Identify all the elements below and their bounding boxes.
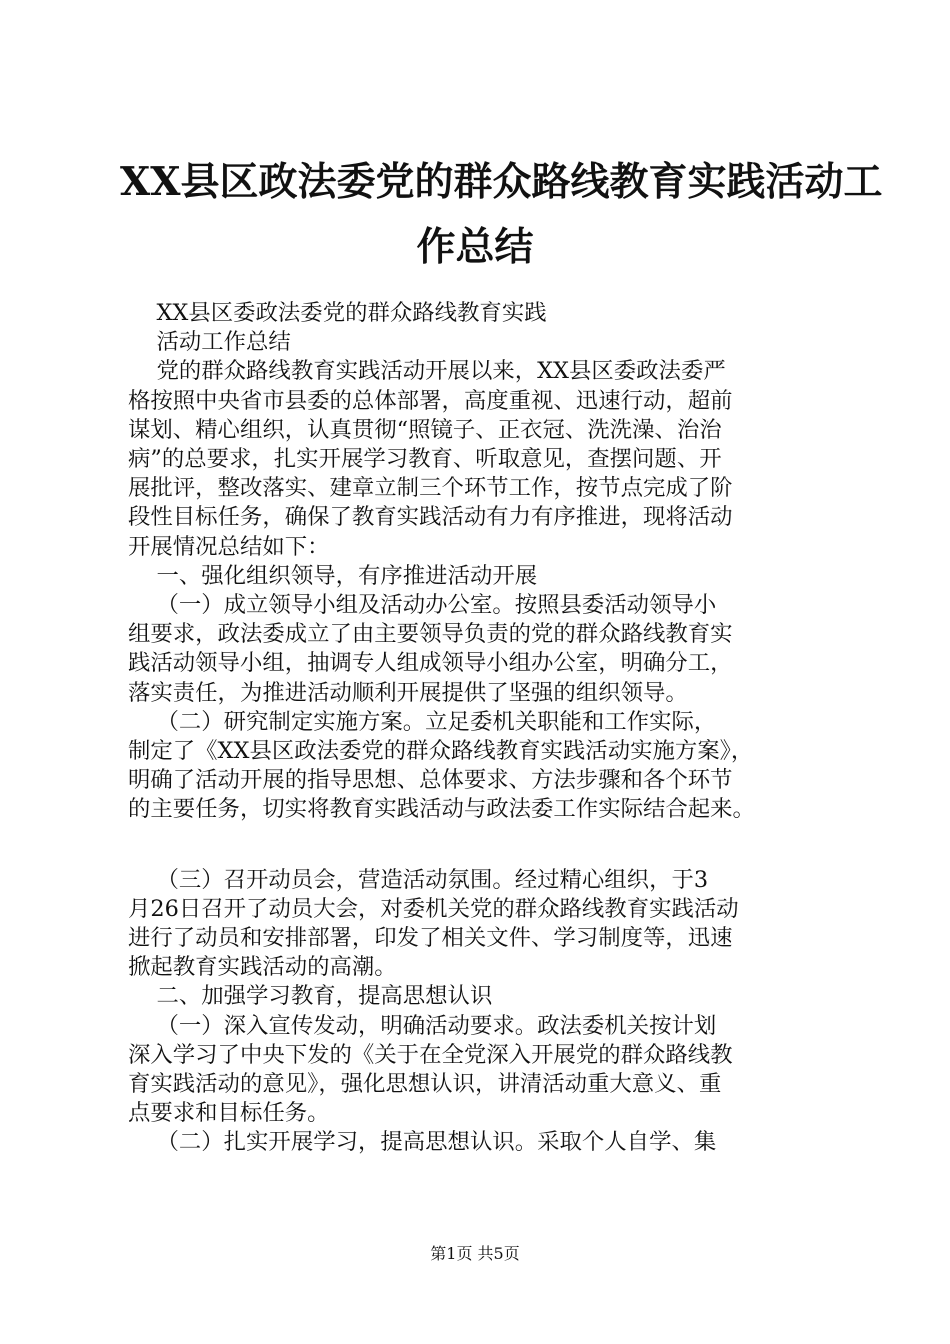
body-line: 进行了动员和安排部署，印发了相关文件、学习制度等，迅速: [128, 925, 733, 952]
body-line: 掀起教育实践活动的高潮。: [128, 954, 397, 981]
body-line: 格按照中央省市县委的总体部署，高度重视、迅速行动，超前: [128, 387, 733, 414]
body-line: 点要求和目标任务。: [128, 1100, 330, 1127]
body-line: 育实践活动的意见》，强化思想认识，讲清活动重大意义、重: [128, 1071, 722, 1098]
section-heading: 二、加强学习教育，提高思想认识: [128, 983, 493, 1010]
body-line: 月26日召开了动员大会，对委机关党的群众路线教育实践活动: [128, 895, 739, 922]
body-line: （二）研究制定实施方案。立足委机关职能和工作实际，: [128, 708, 717, 735]
body-line: 开展情况总结如下：: [128, 533, 330, 560]
section-heading: 一、强化组织领导，有序推进活动开展: [128, 562, 538, 589]
body-line: （一）成立领导小组及活动办公室。按照县委活动领导小: [128, 592, 717, 619]
document-title-line-1: XX县区政法委党的群众路线教育实践活动工: [120, 159, 883, 205]
body-line: 践活动领导小组，抽调专人组成领导小组办公室，明确分工，: [128, 650, 733, 677]
body-line: 深入学习了中央下发的《关于在全党深入开展党的群众路线教: [128, 1041, 733, 1068]
body-line: XX县区委政法委党的群众路线教育实践: [128, 300, 547, 326]
body-line: 病”的总要求，扎实开展学习教育、听取意见，查摆问题、开: [128, 446, 722, 473]
body-line: 段性目标任务，确保了教育实践活动有力有序推进，现将活动: [128, 504, 733, 531]
body-line: 组要求，政法委成立了由主要领导负责的党的群众路线教育实: [128, 621, 733, 648]
body-line: （三）召开动员会，营造活动氛围。经过精心组织，于3: [128, 866, 709, 893]
body-line: 党的群众路线教育实践活动开展以来，XX县区委政法委严: [128, 358, 726, 385]
body-line: 活动工作总结: [128, 329, 291, 356]
paragraph-gap: [128, 825, 840, 866]
body-line: 落实责任，为推进活动顺利开展提供了坚强的组织领导。: [128, 679, 688, 706]
body-line: （一）深入宣传发动，明确活动要求。政法委机关按计划: [128, 1012, 717, 1039]
document-body: [128, 299, 840, 1158]
body-line: 制定了《XX县区政法委党的群众路线教育实践活动实施方案》，: [128, 738, 754, 765]
body-line: （二）扎实开展学习，提高思想认识。采取个人自学、集: [128, 1129, 717, 1156]
body-line: 谋划、精心组织，认真贯彻“照镜子、正衣冠、洗洗澡、治治: [128, 416, 722, 443]
document-title-line-2: 作总结: [416, 224, 534, 270]
body-line: 展批评，整改落实、建章立制三个环节工作，按节点完成了阶: [128, 475, 733, 502]
page-number-footer: 第1页 共5页: [430, 1244, 520, 1263]
body-line: 明确了活动开展的指导思想、总体要求、方法步骤和各个环节: [128, 767, 733, 794]
body-line: 的主要任务，切实将教育实践活动与政法委工作实际结合起来。: [128, 796, 755, 823]
